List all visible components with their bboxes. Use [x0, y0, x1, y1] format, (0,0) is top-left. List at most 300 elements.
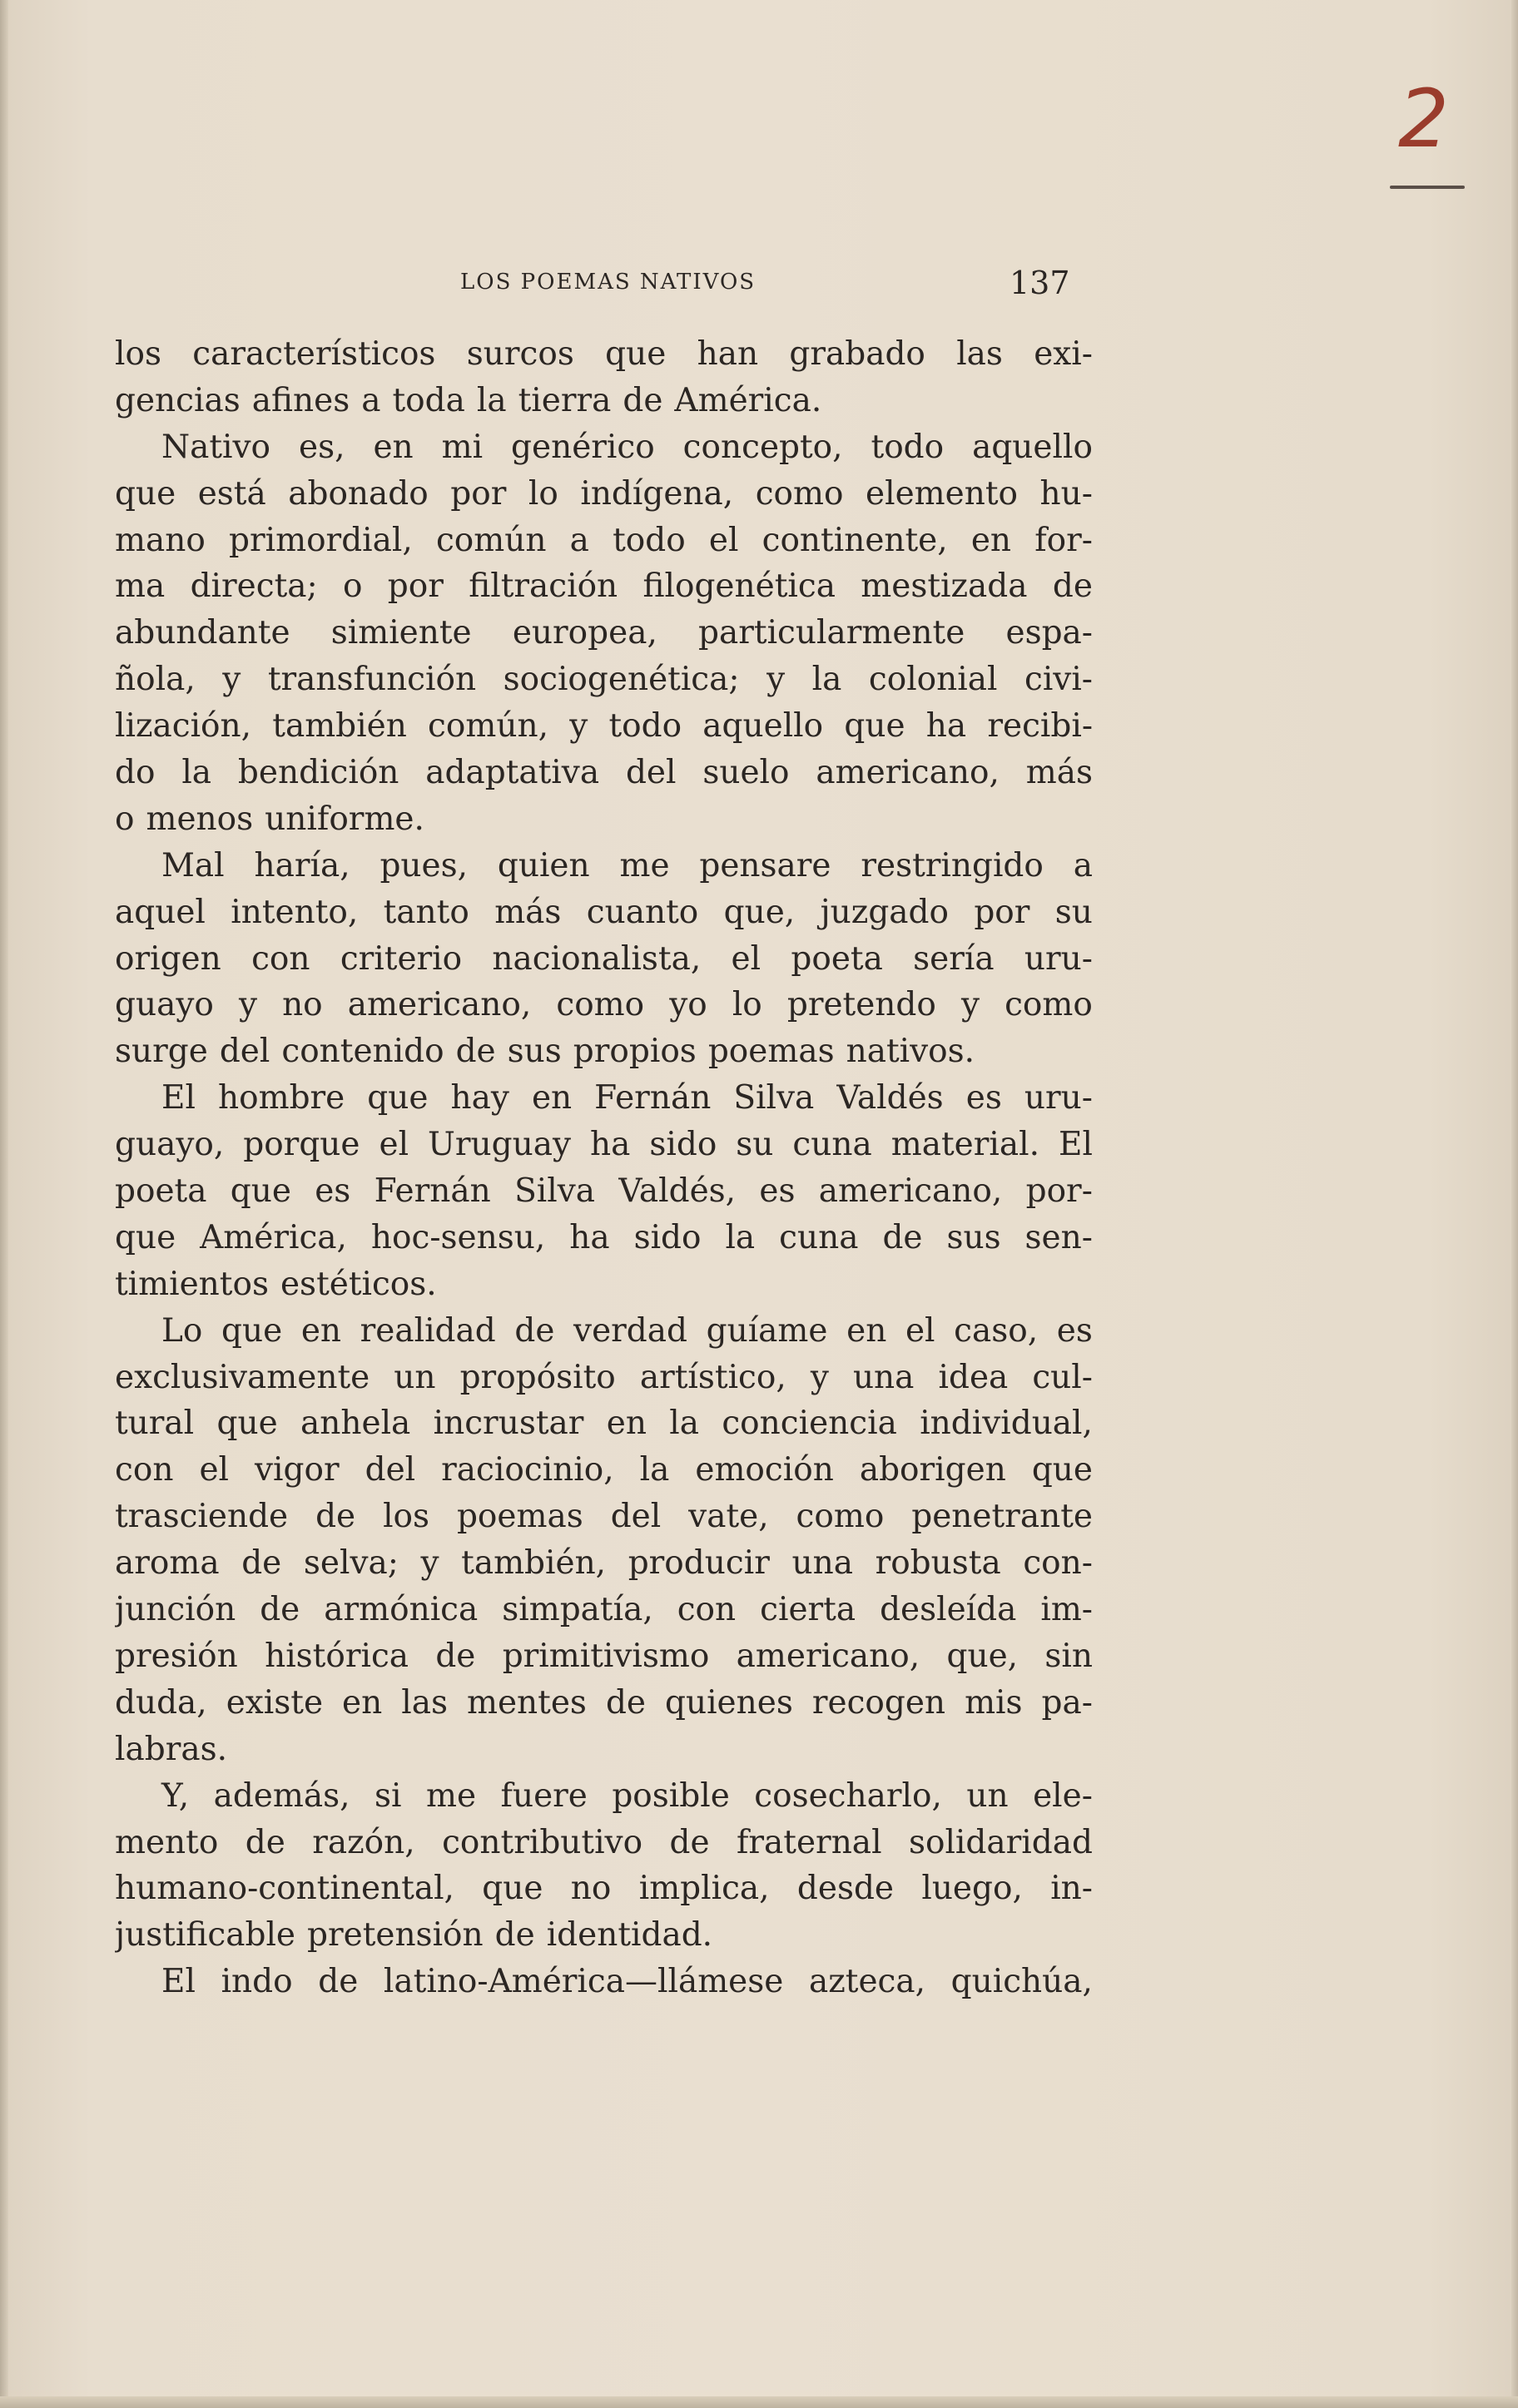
running-head	[115, 265, 1072, 306]
word: razón,	[312, 1823, 415, 1861]
word: un	[394, 1358, 436, 1396]
word: uru-	[1024, 1079, 1093, 1117]
word: mento	[115, 1823, 219, 1861]
word: intento,	[231, 893, 359, 931]
text-line	[115, 1727, 1093, 1773]
word: selva;	[303, 1544, 399, 1583]
word: aquello	[972, 428, 1093, 466]
word: idea	[938, 1358, 1009, 1396]
word: del	[625, 754, 677, 792]
text-line	[115, 750, 1093, 796]
word: desde	[796, 1870, 895, 1908]
word: continente,	[761, 521, 948, 559]
word: pensare	[699, 846, 831, 884]
word: pa-	[1041, 1683, 1093, 1722]
text-line	[115, 610, 1093, 657]
word: también	[272, 707, 407, 746]
word: con	[677, 1591, 737, 1629]
text-line-words	[115, 1633, 1093, 1680]
word: latino-América—llámese	[383, 1963, 784, 2001]
word: poemas	[456, 1498, 583, 1536]
word: que,	[723, 893, 796, 931]
word: la	[669, 1405, 699, 1443]
word: filtración	[469, 567, 618, 606]
word: común,	[428, 707, 548, 746]
word: o	[342, 567, 363, 606]
page-left-edge	[0, 0, 8, 2408]
word: surge	[115, 1033, 208, 1071]
word: como	[755, 474, 844, 513]
word: implica,	[638, 1870, 770, 1908]
word: poeta	[115, 1172, 207, 1211]
word: pretendo	[786, 986, 936, 1024]
word: mestizada	[861, 567, 1028, 606]
text-line-words	[115, 1540, 1093, 1587]
word: material.	[890, 1126, 1039, 1164]
word: por-	[1025, 1172, 1093, 1211]
text-line-words	[115, 1215, 1093, 1261]
word: las	[956, 335, 1003, 373]
word: más	[1025, 754, 1093, 792]
word: la	[811, 661, 842, 699]
word: posible	[612, 1776, 730, 1815]
text-line	[115, 1865, 1093, 1912]
word: haría,	[254, 846, 350, 884]
word: estéticos.	[280, 1265, 437, 1303]
word: Valdés	[836, 1079, 944, 1117]
word: mentes	[466, 1683, 587, 1722]
word: en	[531, 1079, 573, 1117]
word: pues,	[380, 846, 469, 884]
word: Valdés,	[618, 1172, 737, 1211]
word: civi-	[1024, 661, 1093, 699]
word: uniforme.	[265, 800, 424, 838]
text-line	[115, 1633, 1093, 1680]
word: el	[199, 1451, 230, 1489]
word: por	[974, 893, 1030, 931]
word: cuanto	[586, 893, 699, 931]
word: de	[241, 1544, 282, 1583]
text-line-words	[115, 1447, 1093, 1494]
text-line	[115, 1540, 1093, 1587]
word: duda,	[115, 1683, 207, 1722]
word: el	[379, 1126, 409, 1164]
word: lo	[528, 474, 558, 513]
word: do	[115, 754, 156, 792]
word: verdad	[573, 1311, 687, 1350]
word: El	[161, 1963, 196, 2001]
word: quienes	[664, 1683, 793, 1722]
text-line	[115, 1400, 1093, 1447]
word: no	[282, 986, 323, 1024]
page-number: 137	[1010, 265, 1070, 301]
word: primordial,	[229, 521, 413, 559]
word: con	[251, 939, 310, 978]
word: tanto	[383, 893, 469, 931]
text-line-words	[115, 610, 1093, 657]
word: pretensión	[307, 1916, 484, 1955]
word: en	[970, 521, 1012, 559]
word: cul-	[1032, 1358, 1093, 1396]
word: menos	[146, 800, 254, 838]
text-line	[115, 843, 1093, 889]
word: lo	[732, 986, 762, 1024]
word: filogenética	[642, 567, 836, 606]
word: penetrante	[911, 1498, 1093, 1536]
word: El	[161, 1079, 196, 1117]
text-line-words	[115, 378, 1093, 424]
text-line	[115, 1587, 1093, 1633]
word: im-	[1040, 1591, 1093, 1629]
word: americano,	[736, 1637, 920, 1675]
word: caso,	[954, 1311, 1039, 1350]
word: su	[1054, 893, 1093, 931]
text-line	[115, 936, 1093, 983]
text-line	[115, 331, 1093, 378]
word: mi	[441, 428, 484, 466]
word: poemas	[707, 1033, 835, 1071]
text-line-words	[115, 1587, 1093, 1633]
word: sen-	[1024, 1218, 1093, 1256]
word: ele-	[1033, 1776, 1093, 1815]
word: recibi-	[987, 707, 1093, 746]
text-line	[115, 1028, 1093, 1075]
text-line	[115, 1494, 1093, 1540]
word: particularmente	[698, 614, 965, 652]
word: de	[514, 1311, 555, 1350]
word: de	[315, 1498, 356, 1536]
word: criterio	[340, 939, 463, 978]
text-line	[115, 889, 1093, 936]
text-line	[115, 1075, 1093, 1122]
text-line-words	[115, 1168, 1093, 1215]
text-line	[115, 796, 1093, 843]
text-line-words	[115, 750, 1093, 796]
word: fraternal	[736, 1823, 882, 1861]
word: contributivo	[442, 1823, 643, 1861]
text-line-words	[115, 1075, 1093, 1122]
word: en	[373, 428, 414, 466]
word: americano,	[347, 986, 532, 1024]
word: yo	[669, 986, 707, 1024]
word: contenido	[281, 1033, 444, 1071]
word: un	[966, 1776, 1009, 1815]
word: del	[365, 1451, 416, 1489]
word: me	[425, 1776, 477, 1815]
word: labras.	[115, 1730, 227, 1768]
word: vate,	[688, 1498, 769, 1536]
word: tural	[115, 1405, 195, 1443]
text-line	[115, 1355, 1093, 1401]
word: aroma	[115, 1544, 220, 1583]
word: de	[245, 1823, 285, 1861]
word: for-	[1034, 521, 1093, 559]
word: propósito	[459, 1358, 616, 1396]
text-line-words	[115, 1122, 1093, 1168]
word: presión	[115, 1637, 238, 1675]
word: que	[115, 474, 176, 513]
word: una	[852, 1358, 915, 1396]
word: toda	[392, 381, 465, 419]
word: es	[1056, 1311, 1093, 1350]
word: si	[375, 1776, 402, 1815]
word: humano-continental,	[115, 1870, 454, 1908]
word: simiente	[330, 614, 472, 652]
word: lización,	[115, 707, 252, 746]
text-line	[115, 1308, 1093, 1355]
word: ha	[569, 1218, 610, 1256]
word: que	[216, 1405, 278, 1443]
word: que	[230, 1172, 291, 1211]
word: quien	[497, 846, 590, 884]
text-line-words	[115, 1355, 1093, 1401]
text-line	[115, 1261, 1093, 1308]
text-line-words	[115, 936, 1093, 983]
word: junción	[115, 1591, 236, 1629]
word: es	[315, 1172, 351, 1211]
text-line-words	[115, 1494, 1093, 1540]
word: la	[181, 754, 212, 792]
word: sociogenética;	[503, 661, 740, 699]
text-line	[115, 1820, 1093, 1866]
word: realidad	[360, 1311, 496, 1350]
word: americano,	[818, 1172, 1003, 1211]
word: suelo	[702, 754, 790, 792]
word: y	[569, 707, 588, 746]
word: que	[115, 1218, 176, 1256]
word: cuna	[779, 1218, 859, 1256]
text-line	[115, 424, 1093, 471]
word: cosecharlo,	[754, 1776, 942, 1815]
word: robusta	[875, 1544, 1001, 1583]
word: más	[494, 893, 562, 931]
word: de	[605, 1683, 646, 1722]
text-line	[115, 1773, 1093, 1820]
word: directa;	[190, 567, 318, 606]
word: Lo	[161, 1311, 203, 1350]
text-line	[115, 378, 1093, 424]
word: uru-	[1024, 939, 1093, 978]
word: Silva	[514, 1172, 596, 1211]
word: aquello	[702, 707, 824, 746]
word: transfunción	[267, 661, 477, 699]
page-right-edge	[1511, 0, 1518, 2408]
text-line	[115, 1680, 1093, 1727]
word: porque	[243, 1126, 360, 1164]
text-line-words	[115, 657, 1093, 703]
word: que	[1031, 1451, 1093, 1489]
word: artístico,	[639, 1358, 786, 1396]
word: a	[569, 521, 589, 559]
word: América,	[200, 1218, 347, 1256]
word: indígena,	[580, 474, 734, 513]
word: que	[367, 1079, 429, 1117]
word: guíame	[706, 1311, 828, 1350]
word: sus	[946, 1218, 1001, 1256]
word: es,	[299, 428, 345, 466]
word: adaptativa	[425, 754, 600, 792]
word: su	[736, 1126, 774, 1164]
text-line	[115, 982, 1093, 1028]
word: raciocinio,	[441, 1451, 614, 1489]
word: solidaridad	[908, 1823, 1093, 1861]
word: hoc-sensu,	[370, 1218, 546, 1256]
text-line-words	[115, 518, 1093, 564]
word: con	[115, 1451, 174, 1489]
word: azteca,	[808, 1963, 926, 2001]
word: conciencia	[722, 1405, 897, 1443]
word: de	[318, 1963, 359, 2001]
text-line	[115, 563, 1093, 610]
word: aborigen	[859, 1451, 1006, 1489]
text-line-words	[115, 1820, 1093, 1866]
word: bendición	[237, 754, 399, 792]
word: que,	[946, 1637, 1019, 1675]
word: además,	[213, 1776, 350, 1815]
word: quichúa,	[950, 1963, 1093, 2001]
word: europea,	[512, 614, 657, 652]
word: hombre	[217, 1079, 345, 1117]
word: Mal	[161, 846, 225, 884]
text-line-words	[115, 1028, 1093, 1075]
text-line-words	[115, 471, 1093, 518]
word: exi-	[1034, 335, 1093, 373]
text-line-words	[115, 1261, 1093, 1308]
word: restringido	[861, 846, 1044, 884]
text-line-words	[115, 1959, 1093, 2005]
text-line-words	[115, 563, 1093, 610]
word: cuna	[792, 1126, 872, 1164]
text-line	[115, 703, 1093, 750]
word: el	[905, 1311, 935, 1350]
word: los	[383, 1498, 430, 1536]
word: como	[796, 1498, 885, 1536]
running-title: LOS POEMAS NATIVOS	[460, 270, 757, 295]
word: y	[766, 661, 786, 699]
word: primitivismo	[502, 1637, 710, 1675]
word: en	[300, 1311, 342, 1350]
word: ñola,	[115, 661, 196, 699]
word: han	[697, 335, 759, 373]
word: gencias	[115, 381, 241, 419]
word: indo	[221, 1963, 293, 2001]
handwritten-page-number: 2	[1398, 72, 1450, 166]
word: que	[605, 335, 667, 373]
word: luego,	[921, 1870, 1023, 1908]
handwritten-underline	[1390, 186, 1465, 189]
word: mis	[965, 1683, 1023, 1722]
word: nacionalista,	[492, 939, 702, 978]
word: individual,	[920, 1405, 1093, 1443]
word: del	[610, 1498, 662, 1536]
word: hay	[450, 1079, 509, 1117]
word: y	[222, 661, 241, 699]
word: colonial	[868, 661, 998, 699]
text-line	[115, 1447, 1093, 1494]
word: simpatía,	[502, 1591, 653, 1629]
word: ha	[925, 707, 967, 746]
word: de	[435, 1637, 476, 1675]
word: abonado	[288, 474, 429, 513]
text-line-words	[115, 796, 1093, 843]
word: de	[882, 1218, 923, 1256]
word: está	[197, 474, 266, 513]
word: de	[669, 1823, 710, 1861]
word: nativos.	[846, 1033, 975, 1071]
word: es	[965, 1079, 1002, 1117]
word: grabado	[789, 335, 925, 373]
word: del	[219, 1033, 270, 1071]
word: todo	[871, 428, 945, 466]
word: el	[731, 939, 761, 978]
word: y	[960, 986, 980, 1024]
word: todo	[613, 521, 686, 559]
text-line-words	[115, 982, 1093, 1028]
word: de	[494, 1916, 535, 1955]
body-text	[115, 331, 1093, 2005]
word: espa-	[1005, 614, 1093, 652]
word: la	[476, 381, 507, 419]
word: Nativo	[161, 428, 271, 466]
text-line	[115, 1959, 1093, 2005]
word: por	[387, 567, 444, 606]
text-line	[115, 1215, 1093, 1261]
word: Uruguay	[428, 1126, 572, 1164]
text-line-words	[115, 1680, 1093, 1727]
word: o	[115, 800, 135, 838]
word: surcos	[466, 335, 574, 373]
text-line-words	[115, 703, 1093, 750]
text-line-words	[115, 424, 1093, 471]
word: ma	[115, 567, 166, 606]
word: sus	[507, 1033, 562, 1071]
word: El	[1058, 1126, 1093, 1164]
text-line-words	[115, 889, 1093, 936]
text-line-words	[115, 1727, 1093, 1773]
text-line-words	[115, 1308, 1093, 1355]
word: los	[115, 335, 161, 373]
word: existe	[226, 1683, 324, 1722]
word: identidad.	[546, 1916, 713, 1955]
word: y	[420, 1544, 439, 1583]
text-line-words	[115, 1912, 1093, 1959]
word: también,	[461, 1544, 607, 1583]
text-line-words	[115, 1400, 1093, 1447]
word: exclusivamente	[115, 1358, 370, 1396]
word: por	[450, 474, 507, 513]
word: poeta	[791, 939, 883, 978]
word: con-	[1023, 1544, 1093, 1583]
word: de	[623, 381, 663, 419]
word: guayo,	[115, 1126, 225, 1164]
word: justificable	[115, 1916, 295, 1955]
text-line	[115, 518, 1093, 564]
word: el	[708, 521, 739, 559]
word: guayo	[115, 986, 214, 1024]
word: elemento	[866, 474, 1018, 513]
word: histórica	[265, 1637, 409, 1675]
handwritten-page-mark	[1390, 72, 1481, 204]
word: como	[1005, 986, 1093, 1024]
word: y	[810, 1358, 829, 1396]
word: a	[1073, 846, 1093, 884]
word: las	[401, 1683, 448, 1722]
word: sería	[913, 939, 995, 978]
word: sin	[1044, 1637, 1093, 1675]
text-line-words	[115, 331, 1093, 378]
word: abundante	[115, 614, 290, 652]
word: que	[482, 1870, 543, 1908]
